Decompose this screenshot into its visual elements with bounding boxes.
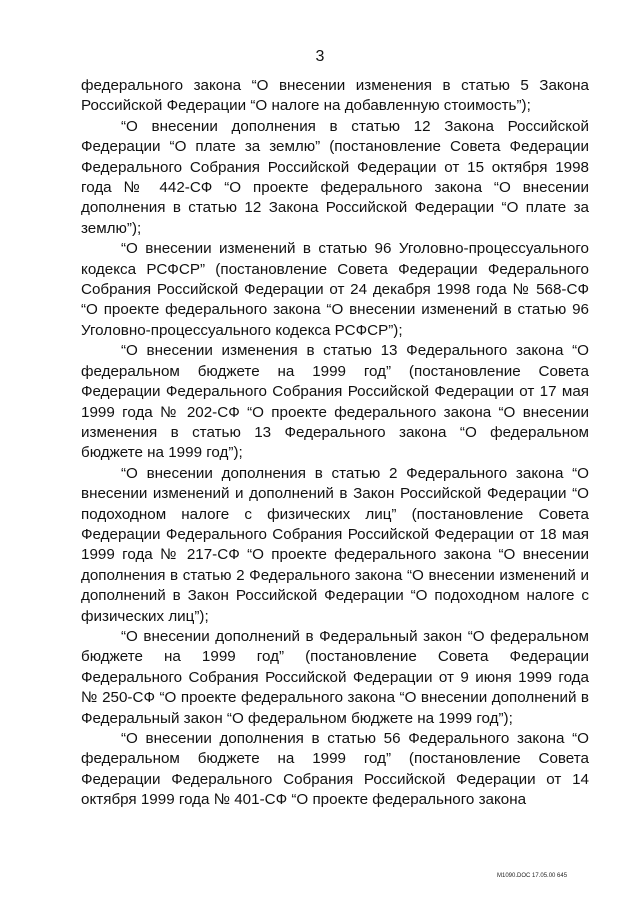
paragraph-income-tax: “О внесении дополнения в статью 2 Федерального закона “О внесении изменений и дополнений в Закон Российской Федерации “О подоходном налоге с физических лиц” (постановление Совета Федерации Федерального Собрания Российской Федерации от 18 мая 1999 года № 217-СФ “О проекте федерального закона “О внесении дополнения в статью 2 Федерального закона “О внесении изменений и дополнений в Закон Российской Федерации “О подоходном налоге с физических лиц”); [81,464,589,625]
paragraph-land-fee-law: “О внесении дополнения в статью 12 Закона Российской Федерации “О плате за землю” (постановление Совета Федерации Федерального Собрания Российской Федерации от 15 октября 1998 года № 442-СФ “О проекте федерального закона “О внесении дополнения в статью 12 Закона Российской Федерации “О плате за землю”); [81,117,589,237]
paragraph-budget-additions: “О внесении дополнений в Федеральный закон “О федеральном бюджете на 1999 год” (постановление Совета Федерации Федерального Собрания Российской Федерации от 9 июня 1999 года № 250-СФ “О проекте федерального закона “О внесении дополнений в Федеральный закон “О федеральном бюджете на 1999 год”); [81,627,589,727]
paragraph-budget-article-56: “О внесении дополнения в статью 56 Федерального закона “О федеральном бюджете на 1999 год” (постановление Совета Федерации Федерального Собрания Российской Федерации от 14 октября 1999 года № 401-СФ “О проекте федерального закона [81,730,589,809]
page-number: 3 [315,48,325,65]
paragraph-continuation: федерального закона “О внесении изменения в статью 5 Закона Российской Федерации “О налоге на добавленную стоимость”); [81,77,589,115]
paragraph-criminal-procedure-code: “О внесении изменений в статью 96 Уголовно-процессуального кодекса РСФСР” (постановление Совета Федерации Федерального Собрания Российской Федерации от 24 декабря 1998 года № 568-СФ “О проекте федерального закона “О внесении изменений в статью 96 Уголовно-процессуального кодекса РСФСР”); [81,240,589,339]
document-body [81,76,589,811]
paragraph-budget-article-13: “О внесении изменения в статью 13 Федерального закона “О федеральном бюджете на 1999 год” (постановление Совета Федерации Федерального Собрания Российской Федерации от 17 мая 1999 года № 202-СФ “О проекте федерального закона “О внесении изменения в статью 13 Федерального закона “О федеральном бюджете на 1999 год”); [81,342,589,462]
footer-file-mark: М1090.DOC 17.05.00 645 [497,873,568,879]
